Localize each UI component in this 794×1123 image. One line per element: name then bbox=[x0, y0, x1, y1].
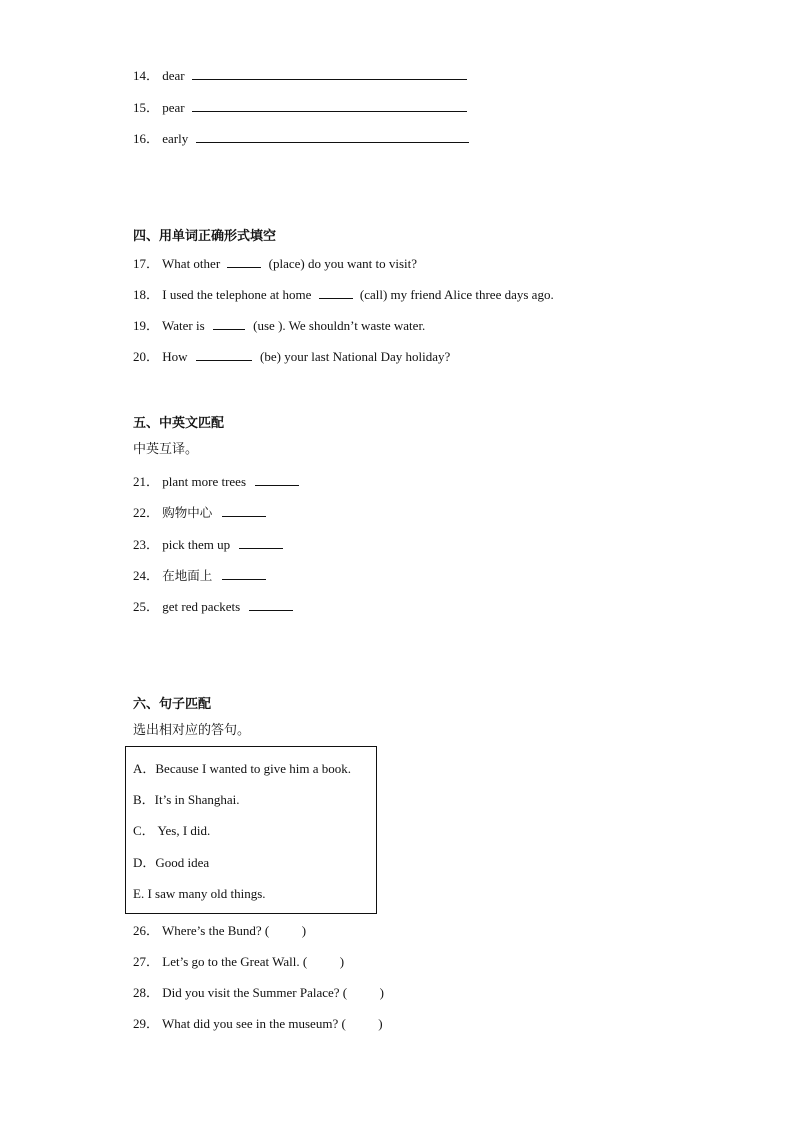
question-27 bbox=[133, 954, 344, 970]
question-text: How bbox=[162, 349, 188, 364]
question-14 bbox=[133, 68, 467, 84]
question-number: 28． bbox=[133, 985, 160, 1000]
question-25 bbox=[133, 599, 293, 615]
question-text: Water is bbox=[162, 318, 205, 333]
question-16 bbox=[133, 131, 469, 147]
closing-paren: ) bbox=[378, 1016, 383, 1031]
question-24 bbox=[133, 568, 266, 584]
answer-blank[interactable] bbox=[213, 318, 245, 330]
question-hint: (be) your last National Day holiday? bbox=[260, 349, 451, 364]
answer-blank[interactable] bbox=[192, 68, 467, 80]
section-4-heading: 四、用单词正确形式填空 bbox=[133, 229, 277, 244]
question-18 bbox=[133, 287, 554, 303]
answer-blank[interactable] bbox=[255, 474, 299, 486]
question-text: I used the telephone at home bbox=[162, 287, 312, 302]
question-number: 24． bbox=[133, 568, 160, 583]
question-word: pear bbox=[162, 100, 185, 115]
question-number: 17． bbox=[133, 256, 160, 271]
question-text: Did you visit the Summer Palace? ( bbox=[162, 985, 348, 1000]
question-17 bbox=[133, 256, 417, 272]
closing-paren: ) bbox=[301, 923, 307, 938]
question-number: 19． bbox=[133, 318, 160, 333]
question-text: 在地面上 bbox=[162, 568, 213, 583]
question-number: 27． bbox=[133, 954, 160, 969]
question-20 bbox=[133, 349, 450, 365]
question-word: early bbox=[162, 131, 189, 146]
question-19 bbox=[133, 318, 425, 334]
question-number: 18． bbox=[133, 287, 160, 302]
answer-blank[interactable] bbox=[249, 599, 293, 611]
question-text: What other bbox=[162, 256, 221, 271]
question-number: 29． bbox=[133, 1016, 160, 1031]
question-number: 16． bbox=[133, 131, 160, 146]
question-text: What did you see in the museum? ( bbox=[162, 1016, 346, 1031]
question-text: plant more trees bbox=[162, 474, 247, 489]
option-e: E. I saw many old things. bbox=[133, 886, 266, 901]
question-text: 购物中心 bbox=[162, 505, 213, 520]
option-c: C． Yes, I did. bbox=[133, 823, 211, 838]
question-number: 14． bbox=[133, 68, 160, 83]
answer-blank[interactable] bbox=[196, 349, 252, 361]
closing-paren: ) bbox=[379, 985, 384, 1000]
question-hint: (use ). We shouldn’t waste water. bbox=[253, 318, 426, 333]
option-a: A．Because I wanted to give him a book. bbox=[133, 761, 352, 776]
question-number: 23． bbox=[133, 537, 160, 552]
question-28 bbox=[133, 985, 384, 1001]
answer-blank[interactable] bbox=[192, 100, 467, 112]
question-21 bbox=[133, 474, 299, 490]
question-text: Where’s the Bund? ( bbox=[162, 923, 270, 938]
question-hint: (call) my friend Alice three days ago. bbox=[359, 287, 554, 302]
section-6-instruction: 选出相对应的答句。 bbox=[133, 723, 251, 738]
question-number: 22． bbox=[133, 505, 160, 520]
question-number: 25． bbox=[133, 599, 160, 614]
answer-blank[interactable] bbox=[222, 568, 266, 580]
question-number: 15． bbox=[133, 100, 160, 115]
answer-blank[interactable] bbox=[196, 131, 469, 143]
answer-blank[interactable] bbox=[227, 256, 261, 268]
closing-paren: ) bbox=[339, 954, 345, 969]
question-text: get red packets bbox=[162, 599, 241, 614]
answer-options-box bbox=[125, 746, 377, 914]
question-number: 26． bbox=[133, 923, 160, 938]
section-5-heading: 五、中英文匹配 bbox=[133, 416, 225, 431]
question-23 bbox=[133, 537, 283, 553]
question-word: dear bbox=[162, 68, 185, 83]
question-26 bbox=[133, 923, 306, 939]
question-number: 21． bbox=[133, 474, 160, 489]
answer-blank[interactable] bbox=[239, 537, 283, 549]
question-text: pick them up bbox=[162, 537, 231, 552]
answer-blank[interactable] bbox=[222, 505, 266, 517]
answer-blank[interactable] bbox=[319, 287, 353, 299]
question-text: Let’s go to the Great Wall. ( bbox=[162, 954, 308, 969]
question-29 bbox=[133, 1016, 383, 1032]
question-number: 20． bbox=[133, 349, 160, 364]
question-hint: (place) do you want to visit? bbox=[268, 256, 418, 271]
question-15 bbox=[133, 100, 467, 116]
option-d: D．Good idea bbox=[133, 855, 210, 870]
section-6-heading: 六、句子匹配 bbox=[133, 697, 212, 712]
section-5-instruction: 中英互译。 bbox=[133, 442, 199, 457]
question-22 bbox=[133, 505, 266, 521]
option-b: B．It’s in Shanghai. bbox=[133, 792, 240, 807]
